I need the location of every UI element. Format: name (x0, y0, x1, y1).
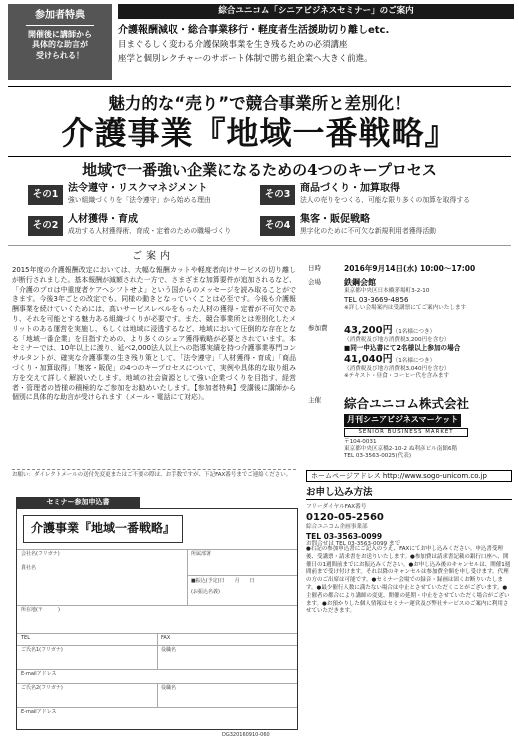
guide-heading: ご案内 (132, 251, 174, 262)
email1-field[interactable]: E-mailアドレス (21, 671, 57, 677)
divider (8, 156, 511, 157)
key-title: 集客・販促戦略 (300, 214, 370, 225)
form-code: DG320160910-060 (222, 732, 270, 738)
how-to-apply-heading: お申し込み方法 (306, 487, 512, 500)
key-title: 人材獲得・育成 (68, 214, 138, 225)
group-fee-unit: （1名様につき） (392, 357, 436, 364)
venue-address: 東京都中央区日本橋茅場町3-2-10 (344, 288, 430, 295)
address-field[interactable]: 所在地(〒 ) (21, 607, 60, 613)
key-process-2 (28, 212, 272, 240)
subtitle: 魅力的な“売り”で競合事業所と差別化！ (108, 94, 411, 113)
application-form (16, 508, 298, 730)
divider (12, 469, 296, 470)
organizer-zip: 〒104-0031 (344, 438, 377, 445)
organizer-name: 綜合ユニコム株式会社 (344, 396, 470, 411)
form-rule (17, 605, 297, 606)
venue-label: 会場 (308, 278, 321, 286)
form-rule (17, 669, 297, 670)
form-seminar-title: 介護事業『地域一番戦略』 (23, 515, 183, 543)
tel-field[interactable]: TEL (21, 635, 30, 641)
group-fee-tax-note: （消費税及び地方消費税3,040円を含む） (344, 365, 450, 372)
form-rule (157, 683, 158, 707)
company-kana-field[interactable]: 会社名(フリガナ) (21, 551, 60, 557)
lead-line-1: 介護報酬減収・総合事業移行・軽度者生活援助切り離しetc. (118, 25, 390, 36)
organizer-label: 主催 (308, 396, 321, 404)
group-fee-lead: ■同一申込書にて2名様以上参加の場合 (344, 344, 461, 353)
title2-field[interactable]: 役職名 (161, 685, 177, 691)
process-heading: 地域で一番強い企業になるための4つのキープロセス (82, 161, 437, 179)
inquiry-note: お問合せは TEL 03-3563-0099 まで (306, 541, 401, 548)
tel-label: 綜合ユニコム企画事業部 (306, 524, 368, 531)
badge-text: 開催後に講師から 具体的な助言が 受けられる！ (28, 30, 92, 60)
fee-includes-note: ※テキスト・昼食・コーヒー代を含みます (344, 373, 450, 380)
magazine-logo-en: SENIOR BUSINESS MARKET (344, 428, 468, 437)
seminar-title: 介護事業『地域一番戦略』 (61, 114, 458, 152)
tel-number: TEL 03-3563-0099 (306, 531, 383, 541)
venue-tel: TEL 03-3669-4856 (344, 295, 409, 304)
form-rule (157, 645, 158, 669)
date-label: 日時 (308, 264, 321, 272)
venue-name: 鉄鋼会館 (344, 278, 376, 287)
homepage-link[interactable]: ホームページアドレス http://www.sogo-unicom.co.jp (306, 470, 512, 482)
group-fee-value: 41,040円 (344, 353, 393, 365)
date-value: 2016年9月14日(水) 10:00～17:00 (344, 264, 476, 273)
top-banner: 綜合ユニコム「シニアビジネスセミナー」のご案内 (118, 4, 514, 19)
guide-body: 2015年度の介護報酬改定においては、大幅な報酬カットや軽度者向けサービスの切り離しが断行されました。基本報酬が減額された一方で、さまざまな加算要件が追加されるなど、「介護のプロは中重度者ケアへシフトせよ」という国からのメッセージを読み取ることができます。今後3年ごとの改定でも、同様の動きとなっていくことは必至です。今後も介護報酬事業を続けていくためには、高いサービスレベルをもった人材の獲得・定着が不可欠であり、それを可能とする魅力ある組織づくりが必要です。また、競合事業所とは差別化したメリットのある運営を実施し、もしくは地域に浸透するなど、地域において圧倒的な存在となる「地域一番企業」を目指すための、より多くのシェア獲得戦略が必要とされています。本セミナーでは、10年以上に渡り、延べ2,000法人以上への指導実績を持つ介護事業専門コンサルタントが、確実な介護事業の生き残り策として、「法令遵守」「人材獲得・育成」「商品づくり・加算取得」「集客・販促」の4つのキープロセスについて、実例や具体的な取り組み方を交えて詳しく解説いたします。地域の社会資源として強い企業づくりを目指す、経営者・管理者の皆様の積極的なご参加をお勧めいたします。【参加者特典】受講後に講師から個別に具体的な助言が受けられます（メール・電話にて対応）。 (12, 266, 296, 402)
department-field[interactable]: 所属部署 (191, 551, 212, 557)
header-lead (118, 24, 514, 65)
divider (8, 245, 511, 246)
form-rule (17, 707, 297, 708)
payment-name-field[interactable]: (お振込名義) (191, 589, 220, 595)
lead-line-2: 目まぐるしく変わる介護保険事業を生き残るための必須講座 (118, 40, 348, 50)
fee-unit: （1名様につき） (392, 329, 436, 335)
venue-note: ※詳しい会場案内は受講票にてご案内いたします (344, 304, 467, 311)
key-tag: その4 (260, 216, 295, 236)
form-tab: セミナー参加申込書 (16, 497, 140, 508)
organizer-address: 東京都中央区京橋2-10-2 ぬ利彦ビル南館6階 (344, 445, 458, 452)
apply-terms: ●右記の参加申込書にご記入のうえ、FAXにてお申し込みください。申込書受理後、受講票・請求書をお送りいたします。●参加費は請求書記載の銀行口座へ、開催日の1週間前までにお振込みください。●お申し込み後のキャンセルは、開催1週間前まで受け付けます。それ以降のキャンセルは参加費全額を申し受けます。代理の方のご出席は可能です。●セミナー会場での録音・録画は固くお断りいたします。●最少催行人数に満たない場合は中止とさせていただくことがございます。●主催者の都合により講師の変更、開催の延期・中止をさせていただく場合がございます。●お預かりした個人情報はセミナー運営及び弊社サービスのご案内に利用させていただきます。 (306, 546, 511, 615)
key-desc: 強い組織づくりを「法令遵守」から始める理由 (68, 196, 211, 204)
key-tag: その1 (28, 185, 63, 205)
key-process-4 (260, 212, 504, 240)
name1-kana-field[interactable]: ご氏名1(フリガナ) (21, 647, 63, 653)
fax-number: 0120-05-2560 (306, 512, 384, 524)
form-rule (17, 549, 297, 550)
key-desc: 法人の売りをつくる、可能な限り多くの加算を取得する (300, 196, 470, 204)
key-tag: その2 (28, 216, 63, 236)
fax-label: フリーダイヤルFAX番号 (306, 504, 367, 510)
key-title: 商品づくり・加算取得 (300, 183, 400, 194)
company-field[interactable]: 貴社名 (21, 565, 37, 571)
fee-value: 43,200円 (344, 325, 393, 336)
email2-field[interactable]: E-mailアドレス (21, 709, 57, 715)
title1-field[interactable]: 役職名 (161, 647, 177, 653)
key-desc: 成功する人材獲得術、育成・定着のための職場づくり (68, 227, 232, 235)
badge-title: 参加者特典 (26, 9, 94, 26)
divider (8, 86, 511, 87)
fee-tax-note: （消費税及び地方消費税3,200円を含む） (344, 337, 450, 343)
form-rule (187, 549, 188, 605)
key-title: 法令遵守・リスクマネジメント (68, 183, 208, 194)
form-rule (157, 633, 158, 645)
key-desc: 黒字化のために不可欠な新規利用者獲得活動 (300, 227, 436, 235)
lead-line-3: 座学と個別レクチャーのサポート体制で勝ち組企業へ大きく前進。 (118, 54, 373, 65)
attendee-benefit-badge (8, 4, 112, 80)
fax-field[interactable]: FAX (161, 635, 171, 641)
magazine-logo: 月刊シニアビジネスマーケット (344, 414, 461, 426)
fee-label: 参加費 (308, 324, 328, 332)
apply-contacts (306, 504, 512, 549)
name2-kana-field[interactable]: ご氏名2(フリガナ) (21, 685, 63, 691)
key-tag: その3 (260, 185, 295, 205)
key-process-1 (28, 181, 272, 209)
organizer-tel: TEL 03-3563-0025(代表) (344, 453, 412, 460)
key-process-3 (260, 181, 504, 209)
payment-date-field[interactable]: ■振込(予定)日 月 日 (191, 578, 255, 584)
form-rule (187, 575, 297, 576)
mail-caution: お願い：ダイレクトメールの送付先変更またはご不要の際は、お手数ですが、下記FAX番号までご連絡ください。 (12, 472, 292, 478)
